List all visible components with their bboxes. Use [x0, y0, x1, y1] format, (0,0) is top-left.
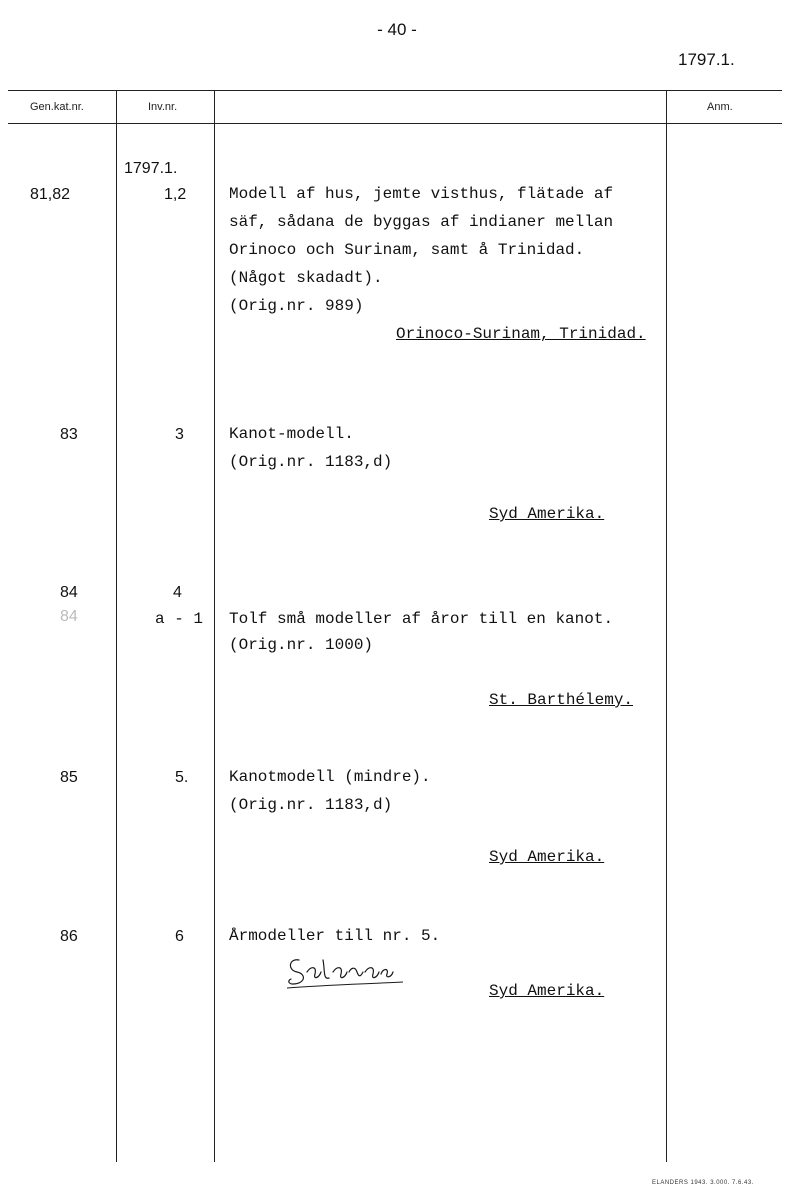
description-line: (Orig.nr. 1000) — [229, 636, 374, 654]
column-header-gen-kat: Gen.kat.nr. — [30, 101, 84, 113]
description-line: Årmodeller till nr. 5. — [229, 927, 441, 945]
column-divider-inv-text — [214, 90, 215, 1162]
inv-number: 6 — [175, 928, 184, 945]
catalog-reference: 1797.1. — [678, 50, 735, 69]
column-divider-gen-inv — [116, 90, 117, 1162]
collection-number: 1797.1. — [124, 160, 178, 177]
description-line: (Orig.nr. 1183,d) — [229, 453, 393, 471]
handwritten-signature — [283, 952, 413, 994]
place-of-origin: Syd Amerika. — [489, 505, 605, 523]
place-of-origin: Syd Amerika. — [489, 982, 605, 1000]
page-number: - 40 - — [377, 20, 417, 39]
inv-sub-range: a - 1 — [155, 610, 204, 628]
description-line: (Orig.nr. 1183,d) — [229, 796, 393, 814]
description-line: Tolf små modeller af åror till en kanot. — [229, 610, 614, 628]
inv-number: 4 — [173, 584, 182, 601]
gen-kat-number: 84 — [60, 584, 78, 601]
description-line: Kanotmodell (mindre). — [229, 768, 431, 786]
description-line: Orinoco och Surinam, samt å Trinidad. — [229, 241, 585, 259]
column-divider-text-anm — [666, 90, 667, 1162]
column-header-inv: Inv.nr. — [148, 101, 178, 113]
gen-kat-number: 85 — [60, 769, 78, 786]
description-line: säf, sådana de byggas af indianer mellan — [229, 213, 614, 231]
gen-kat-number: 83 — [60, 426, 78, 443]
gen-kat-number: 81,82 — [30, 186, 71, 203]
inv-number: 1,2 — [164, 186, 187, 203]
description-line: Modell af hus, jemte visthus, flätade af — [229, 185, 614, 203]
place-of-origin: Orinoco-Surinam, Trinidad. — [396, 325, 646, 343]
column-header-anm: Anm. — [707, 101, 733, 113]
description-line: (Något skadadt). — [229, 269, 383, 287]
printer-imprint: ELANDERS 1943. 3.000. 7.6.43. — [652, 1180, 754, 1186]
description-line: Kanot-modell. — [229, 425, 354, 443]
inv-number: 5. — [175, 769, 189, 786]
gen-kat-number-repeat: 84 — [60, 608, 78, 625]
inv-number: 3 — [175, 426, 184, 443]
place-of-origin: Syd Amerika. — [489, 848, 605, 866]
gen-kat-number: 86 — [60, 928, 78, 945]
place-of-origin: St. Barthélemy. — [489, 691, 634, 709]
description-line: (Orig.nr. 989) — [229, 297, 364, 315]
